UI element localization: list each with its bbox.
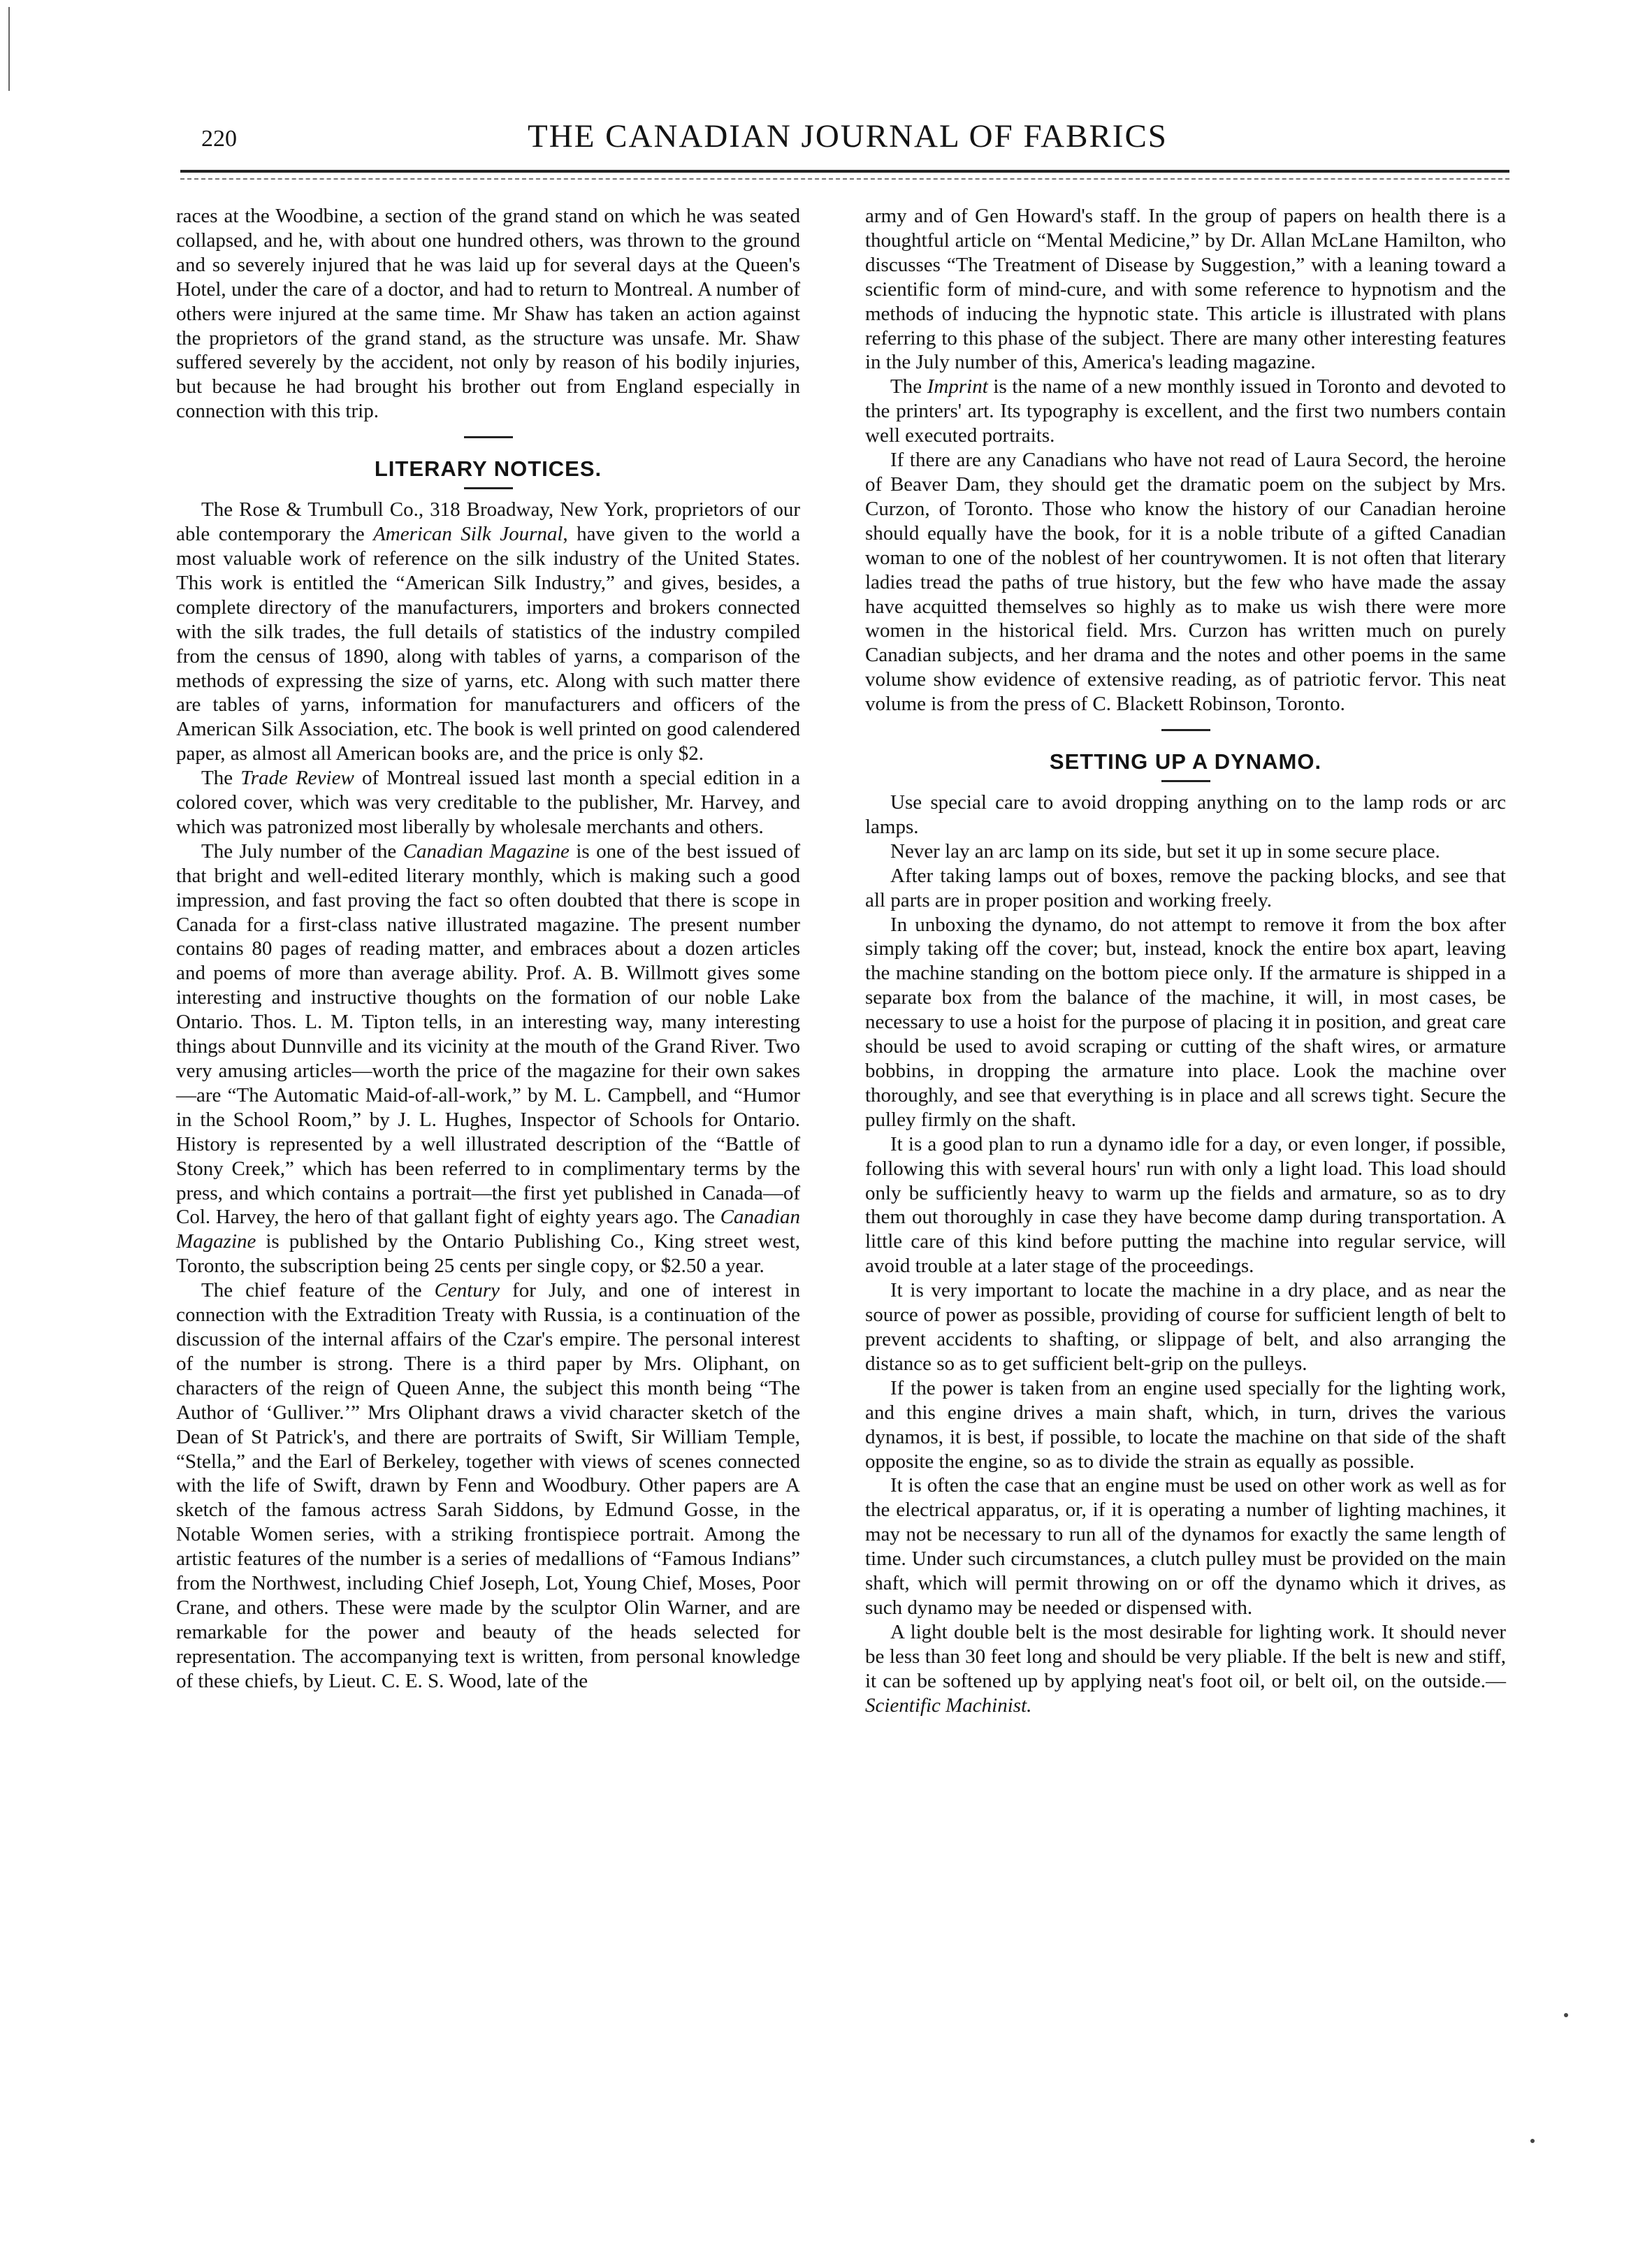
heading-underline <box>464 487 513 489</box>
paragraph-dynamo-4: In unboxing the dynamo, do not attempt to remove it from the box after simply taking off the cover; but, instead, knock the entire box apart, leaving the machine standing on the bottom piece only. If the armature is shipped in a separate box from the balance of the machine, it will, in most cases, be necessary to use a hoist for the purpose of placing it in position, and great care should be used to avoid scraping or cutting of the shaft wires, or armature bobbins, in dropping the armature into place. Look the machine over thoroughly, and see that everything is in place and all screws tight. Secure the pulley firmly on the shaft. <box>865 913 1506 1131</box>
header-rule <box>180 170 1509 173</box>
paragraph-rose-trumbull: The Rose & Trumbull Co., 318 Broadway, New York, proprietors of our able contemporary the American Silk Journal, have given to the world a most valuable work of reference on the silk industry of the United States. This work is entitled the “American Silk Industry,” and gives, besides, a complete directory of the manufacturers, importers and brokers connected with the silk trades, the full details of statistics of the industry compiled from the census of 1890, along with tables of yarns, a comparison of the methods of expressing the size of yarns, etc. Along with such matter there are tables of yarns, information for manufacturers and officers of the American Silk Association, etc. The book is well printed on good calendered paper, as almost all American books are, and the price is only $2. <box>176 498 800 765</box>
paragraph-dynamo-5: It is a good plan to run a dynamo idle for a day, or even longer, if possible, following this with several hours' run with only a light load. This load should only be sufficiently heavy to warm up the fields and armature, so as to dry them out thoroughly in case they have become damp during transportation. A little care of this kind before putting the machine into regular service, will avoid trouble at a later stage of the proceedings. <box>865 1132 1506 1278</box>
paragraph-dynamo-8: It is often the case that an engine must be used on other work as well as for the electrical apparatus, or, if it is operating a number of lighting machines, it may not be necessary to run all of the dynamos for exactly the same length of time. Under such circumstances, a clutch pulley must be provided on the main shaft, which will permit throwing on or off the dynamo which it drives, as such dynamo may be needed or dispensed with. <box>865 1474 1506 1619</box>
paragraph-dynamo-7: If the power is taken from an engine used specially for the lighting work, and this engine drives a main shaft, which, in turn, drives the various dynamos, it is best, if possible, to locate the machine on that side of the shaft opposite the engine, so as to divide the strain as equally as possible. <box>865 1376 1506 1473</box>
paragraph-dynamo-2: Never lay an arc lamp on its side, but set it up in some secure place. <box>890 839 1440 863</box>
running-title: THE CANADIAN JOURNAL OF FABRICS <box>528 118 1168 154</box>
page-edge-mark <box>8 7 10 91</box>
heading-literary-notices: LITERARY NOTICES. <box>374 456 602 482</box>
paragraph-dynamo-1: Use special care to avoid dropping anything on to the lamp rods or arc lamps. <box>865 791 1506 838</box>
print-speck <box>1564 2013 1568 2017</box>
paragraph-dynamo-3: After taking lamps out of boxes, remove the packing blocks, and see that all parts are in proper position and working freely. <box>865 864 1506 911</box>
left-column <box>176 204 800 1694</box>
section-divider <box>1161 729 1210 731</box>
journal-title: Canadian Magazine <box>403 839 570 863</box>
paragraph-trade-review: The Trade Review of Montreal issued last month a special edition in a colored cover, which was very creditable to the publisher, Mr. Harvey, and which was patronized most liberally by wholesale merchants and others. <box>176 767 800 838</box>
journal-title: Trade Review <box>240 767 354 790</box>
paragraph-woodbine: races at the Woodbine, a section of the grand stand on which he was seated collapsed, and he, with about one hundred others, was thrown to the ground and so severely injured that he was laid up for several days at the Queen's Hotel, under the care of a doctor, and had to return to Montreal. A number of others were injured at the same time. Mr Shaw has taken an action against the proprietors of the grand stand, as the structure was unsafe. Mr. Shaw suffered severely by the accident, not only by reason of his bodily injuries, but because he had brought his brother out from England especially in connection with this trip. <box>176 205 800 423</box>
paragraph-century: The chief feature of the Century for July, and one of interest in connection with the Extradition Treaty with Russia, is a continuation of the discussion of the internal affairs of the Czar's empire. The personal interest of the number is strong. There is a third paper by Mrs. Oliphant, on characters of the reign of Queen Anne, the subject this month being “The Author of ‘Gulliver.’” Mrs Oliphant draws a vivid character sketch of the Dean of St Patrick's, and there are portraits of Swift, Sir William Temple, “Stella,” and the Earl of Berkeley, together with views of scenes connected with the life of Swift, drawn by Fenn and Woodbury. Other papers are A sketch of the famous actress Sarah Siddons, by Edmund Gosse, in the Notable Women series, with a striking frontispiece portrait. Among the artistic features of the number is a series of medallions of “Famous Indians” from the Northwest, including Chief Joseph, Lot, Young Chief, Moses, Poor Crane, and others. These were made by the sculptor Olin Warner, and are remarkable for the power and beauty of the heads selected for representation. The accompanying text is written, from personal knowledge of these chiefs, by Lieut. C. E. S. Wood, late of the <box>176 1279 800 1692</box>
heading-setting-up-dynamo: SETTING UP A DYNAMO. <box>1049 749 1322 774</box>
print-speck <box>1530 2139 1535 2143</box>
paragraph-century-continued: army and of Gen Howard's staff. In the group of papers on health there is a thoughtful article on “Mental Medicine,” by Dr. Allan McLane Hamilton, who discusses “The Treatment of Disease by Suggestion,” with a leaning toward a scientific form of mind-cure, and with some reference to hypnotism and the methods of inducing the hypnotic state. This article is illustrated with plans referring to this phase of the subject. There are many other interesting features in the July number of this, America's leading magazine. <box>865 205 1506 374</box>
paragraph-dynamo-6: It is very important to locate the machine in a dry place, and as near the source of power as possible, providing of course for sufficient length of belt to prevent accidents to shafting, or slippage of belt, and also arranging the distance so as to get sufficient belt-grip on the pulleys. <box>865 1279 1506 1375</box>
source-credit: Scientific Machinist. <box>865 1694 1032 1717</box>
paragraph-canadian-magazine: The July number of the Canadian Magazine is one of the best issued of that bright and well-edited literary monthly, which is making such a good impression, and fast proving the fact so often doubted that there is scope in Canada for a first-class native illustrated magazine. The present number contains 80 pages of reading matter, and embraces about a dozen articles and poems of more than average ability. Prof. A. B. Willmott gives some interesting and instructive thoughts on the formation of our noble Lake Ontario. Thos. L. M. Tipton tells, in an interesting way, many interesting things about Dunnville and its vicinity at the mouth of the Grand River. Two very amusing articles—worth the price of the magazine for their own sakes—are “The Automatic Maid-of-all-work,” by M. L. Campbell, and “Humor in the School Room,” by J. L. Hughes, Inspector of Schools for Ontario. History is represented by a well illustrated description of the “Battle of Stony Creek,” which has been referred to in complimentary terms by the press, and which contains a portrait—the first yet published in Canada—of Col. Harvey, the hero of that gallant fight of eighty years ago. The Canadian Magazine is published by the Ontario Publishing Co., King street west, Toronto, the subscription being 25 cents per single copy, or $2.50 a year. <box>176 839 801 1278</box>
header-rule-dashed <box>180 178 1509 180</box>
section-divider <box>464 436 513 438</box>
paragraph-dynamo-9: A light double belt is the most desirable for lighting work. It should never be less than 30 feet long and should be very pliable. If the belt is new and stiff, it can be softened up by applying neat's foot oil, or belt oil, on the outside.—Scientific Machinist. <box>865 1620 1506 1717</box>
journal-title: American Silk Journal <box>373 523 563 546</box>
right-column <box>865 204 1506 1717</box>
paragraph-laura-secord: If there are any Canadians who have not read of Laura Secord, the heroine of Beaver Dam, they should get the dramatic poem on the subject by Mrs. Curzon, of Toronto. Those who know the history of our Canadian heroine should equally have the book, for it is a noble tribute of a gifted Canadian woman to one of the noblest of her countrywomen. It is not often that literary ladies tread the paths of true history, but the few who have made the assay have acquitted themselves so highly as to make us wish there were more women in the historical field. Mrs. Curzon has written much on purely Canadian subjects, and her drama and the notes and other poems in the same volume show evidence of extensive reading, as of patriotic fervor. This neat volume is from the press of C. Blackett Robinson, Toronto. <box>865 449 1506 716</box>
journal-title: Century <box>434 1279 500 1302</box>
page-header <box>180 120 1515 162</box>
heading-underline <box>1161 780 1210 782</box>
page-number: 220 <box>201 126 237 152</box>
paragraph-imprint: The Imprint is the name of a new monthly issued in Toronto and devoted to the printers' art. Its typography is excellent, and the first two numbers contain well executed portraits. <box>865 375 1506 447</box>
journal-title: Imprint <box>927 375 988 398</box>
journal-title: Canadian Magazine <box>176 1206 800 1253</box>
